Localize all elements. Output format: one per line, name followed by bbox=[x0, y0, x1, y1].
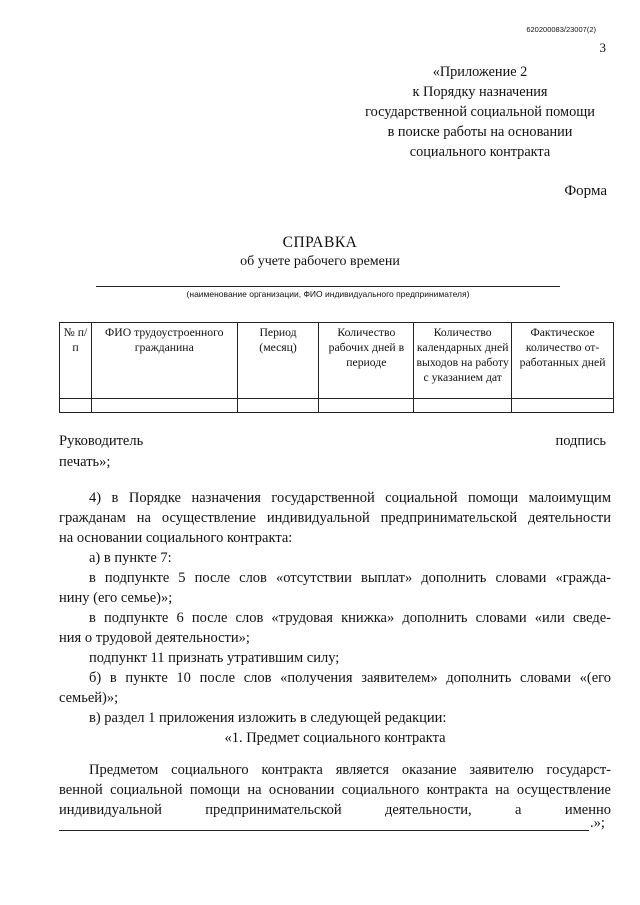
appendix-line: «Приложение 2 bbox=[432, 64, 528, 80]
page-number: 3 bbox=[599, 40, 606, 55]
table-cell bbox=[319, 399, 414, 413]
table-header-row bbox=[60, 323, 614, 399]
text-line: подпункт 11 признать утратившим силу; bbox=[89, 650, 340, 666]
blank-fill-line bbox=[59, 830, 589, 831]
column-header-period: Период (месяц) bbox=[237, 323, 319, 399]
paragraph-4 bbox=[59, 488, 611, 548]
certificate-subtitle: об учете рабочего времени bbox=[240, 254, 400, 269]
item-a bbox=[59, 548, 611, 568]
appendix-line: к Порядку назначения bbox=[412, 84, 548, 100]
text-line: венной социальной помощи на основании социального контракта на осуществление bbox=[59, 782, 611, 798]
appendix-line: государственной социальной помощи bbox=[365, 104, 595, 120]
work-time-table bbox=[59, 322, 614, 413]
text-line: б) в пункте 10 после слов «получения заявителем» дополнить словами «(его bbox=[89, 670, 611, 686]
table-cell bbox=[414, 399, 512, 413]
text-line: Предметом социального контракта является оказание заявителю государст- bbox=[89, 762, 611, 778]
stamp-label: печать»; bbox=[59, 454, 111, 470]
text-line: в) раздел 1 приложения изложить в следующей редакции: bbox=[89, 710, 447, 726]
appendix-line: социального контракта bbox=[409, 144, 551, 160]
section-title bbox=[59, 728, 611, 748]
text-line: «1. Предмет социального контракта bbox=[224, 730, 446, 746]
subject-paragraph bbox=[59, 760, 611, 820]
table-cell bbox=[512, 399, 614, 413]
text-line: семьей)»; bbox=[59, 690, 119, 706]
subpoint-5 bbox=[59, 568, 611, 608]
table-cell bbox=[60, 399, 92, 413]
table-row bbox=[60, 399, 614, 413]
text-line: 4) в Порядке назначения государственной социальной помощи малоимущим bbox=[89, 490, 611, 506]
column-header-working-days: Количество рабочих дней в периоде bbox=[319, 323, 414, 399]
column-header-actual-days: Фактическое количество от-работанных дней bbox=[512, 323, 614, 399]
table-cell bbox=[237, 399, 319, 413]
column-header-number: № п/п bbox=[60, 323, 92, 399]
table-cell bbox=[91, 399, 237, 413]
item-c bbox=[59, 708, 611, 728]
text-line: а) в пункте 7: bbox=[89, 550, 172, 566]
text-line: в подпункте 6 после слов «трудовая книжка» дополнить словами «или сведе- bbox=[89, 610, 611, 626]
signature-label: подпись bbox=[555, 433, 606, 449]
text-line: нину (его семье)»; bbox=[59, 590, 173, 606]
subpoint-6 bbox=[59, 608, 611, 648]
certificate-title: СПРАВКА bbox=[282, 234, 358, 251]
text-line: на основании социального контракта: bbox=[59, 530, 293, 546]
appendix-line: в поиске работы на основании bbox=[387, 124, 573, 140]
text-line: индивидуальной предпринимательской деятельности, а именно bbox=[59, 802, 611, 818]
closing-quote: .»; bbox=[590, 815, 605, 831]
appendix-heading bbox=[330, 62, 630, 162]
organization-name-line bbox=[96, 286, 560, 287]
text-line: гражданам на осуществление индивидуальной предпринимательской деятельности bbox=[59, 510, 611, 526]
column-header-full-name: ФИО трудоустроенного гражданина bbox=[91, 323, 237, 399]
text-line: в подпункте 5 после слов «отсутствии выплат» дополнить словами «гражда- bbox=[89, 570, 611, 586]
organization-caption: (наименование организации, ФИО индивидуального предпринимателя) bbox=[186, 289, 470, 299]
form-label: Форма bbox=[564, 183, 607, 199]
document-code: 620200083/23007(2) bbox=[526, 25, 596, 34]
signature-head-label: Руководитель bbox=[59, 433, 144, 449]
subpoint-11 bbox=[59, 648, 611, 668]
item-b bbox=[59, 668, 611, 708]
text-line: ния о трудовой деятельности»; bbox=[59, 630, 250, 646]
column-header-calendar-days: Количество календарных дней выходов на работу с указанием дат bbox=[414, 323, 512, 399]
